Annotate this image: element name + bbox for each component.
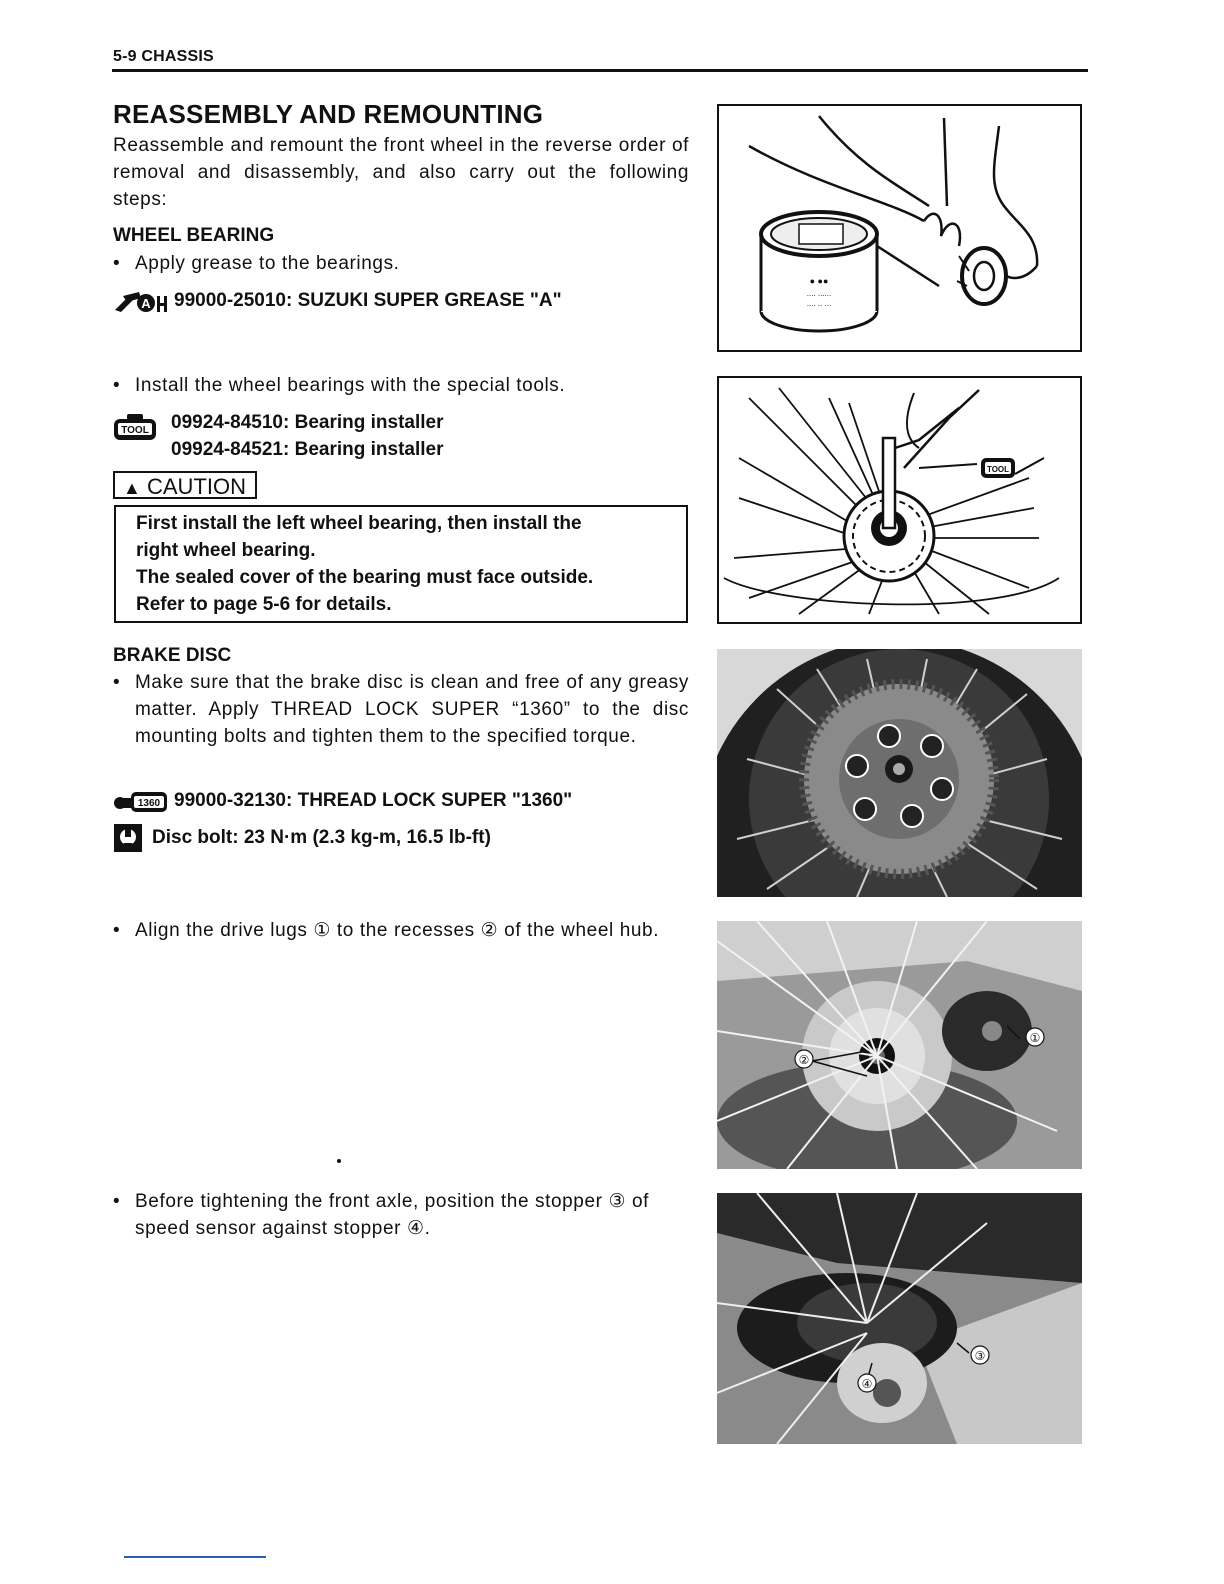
photo-speed-sensor	[717, 1193, 1082, 1444]
callout-3: ③	[974, 1349, 986, 1363]
page-title: REASSEMBLY AND REMOUNTING	[113, 99, 544, 129]
figure-grease-bearing	[717, 104, 1082, 352]
figure-bearing-installer	[717, 376, 1082, 624]
bullet-icon: •	[113, 253, 121, 274]
caution-line2: right wheel bearing.	[136, 540, 316, 561]
thread-lock-spec: 99000-32130: THREAD LOCK SUPER "1360"	[174, 790, 573, 811]
svg-text:TOOL: TOOL	[121, 425, 149, 436]
photo-drive-lugs	[717, 921, 1082, 1169]
callout-2: ②	[798, 1053, 810, 1067]
svg-text:1360: 1360	[137, 798, 161, 809]
tool2-spec: 09924-84521: Bearing installer	[171, 439, 444, 460]
axle-step: • Before tightening the front axle, position the stopper ③ of speed sensor against stopper ④.	[113, 1188, 689, 1242]
bullet-icon: •	[113, 1191, 121, 1212]
bullet-icon: •	[113, 920, 121, 941]
stray-dot	[337, 1159, 341, 1163]
thread-lock-1360-icon	[113, 788, 169, 814]
wheel-bearing-step1: • Apply grease to the bearings.	[113, 253, 400, 274]
brake-disc-step: • Make sure that the brake disc is clean and free of any greasy matter. Apply THREAD LOCK SUPER “1360” to the disc mounting bolts and tighten them to the specified torque.	[113, 669, 689, 750]
wheel-bearing-heading: WHEEL BEARING	[113, 225, 275, 246]
wheel-bearing-step2: • Install the wheel bearings with the special tools.	[113, 375, 566, 396]
callout-1: ①	[1029, 1031, 1041, 1045]
tool1-spec: 09924-84510: Bearing installer	[171, 412, 444, 433]
brake-disc-heading: BRAKE DISC	[113, 645, 232, 666]
drive-lugs-step: • Align the drive lugs ① to the recesses ② of the wheel hub.	[113, 917, 689, 944]
svg-text:A: A	[141, 296, 151, 311]
callout-4: ④	[861, 1377, 873, 1391]
torque-spec: Disc bolt: 23 N·m (2.3 kg-m, 16.5 lb-ft)	[152, 827, 491, 848]
svg-text:.... .. ...: .... .. ...	[806, 299, 832, 308]
section-header: 5-9 CHASSIS	[113, 48, 214, 65]
intro-paragraph: Reassemble and remount the front wheel in the reverse order of removal and disassembly, and also carry out the following steps:	[113, 135, 689, 210]
bullet-icon: •	[113, 672, 121, 693]
warning-triangle-icon: ▲	[123, 478, 141, 498]
caution-label: ▲ CAUTION	[113, 471, 257, 499]
svg-text:TOOL: TOOL	[986, 465, 1010, 474]
svg-text:.... ......: .... ......	[806, 289, 832, 298]
tool-icon	[113, 413, 157, 441]
photo-brake-disc	[717, 649, 1082, 897]
grease-AH-icon	[113, 288, 169, 314]
footer-rule	[124, 1556, 266, 1558]
header-rule	[112, 69, 1088, 72]
bullet-icon: •	[113, 375, 121, 396]
tool-callout-icon	[981, 458, 1015, 478]
grease-spec: 99000-25010: SUZUKI SUPER GREASE "A"	[174, 290, 562, 311]
caution-line1: First install the left wheel bearing, then install the	[136, 513, 582, 534]
caution-line4: Refer to page 5-6 for details.	[136, 594, 392, 615]
caution-line3: The sealed cover of the bearing must face outside.	[136, 567, 594, 588]
torque-wrench-icon	[113, 823, 143, 853]
svg-text:● ●●: ● ●●	[809, 276, 829, 286]
